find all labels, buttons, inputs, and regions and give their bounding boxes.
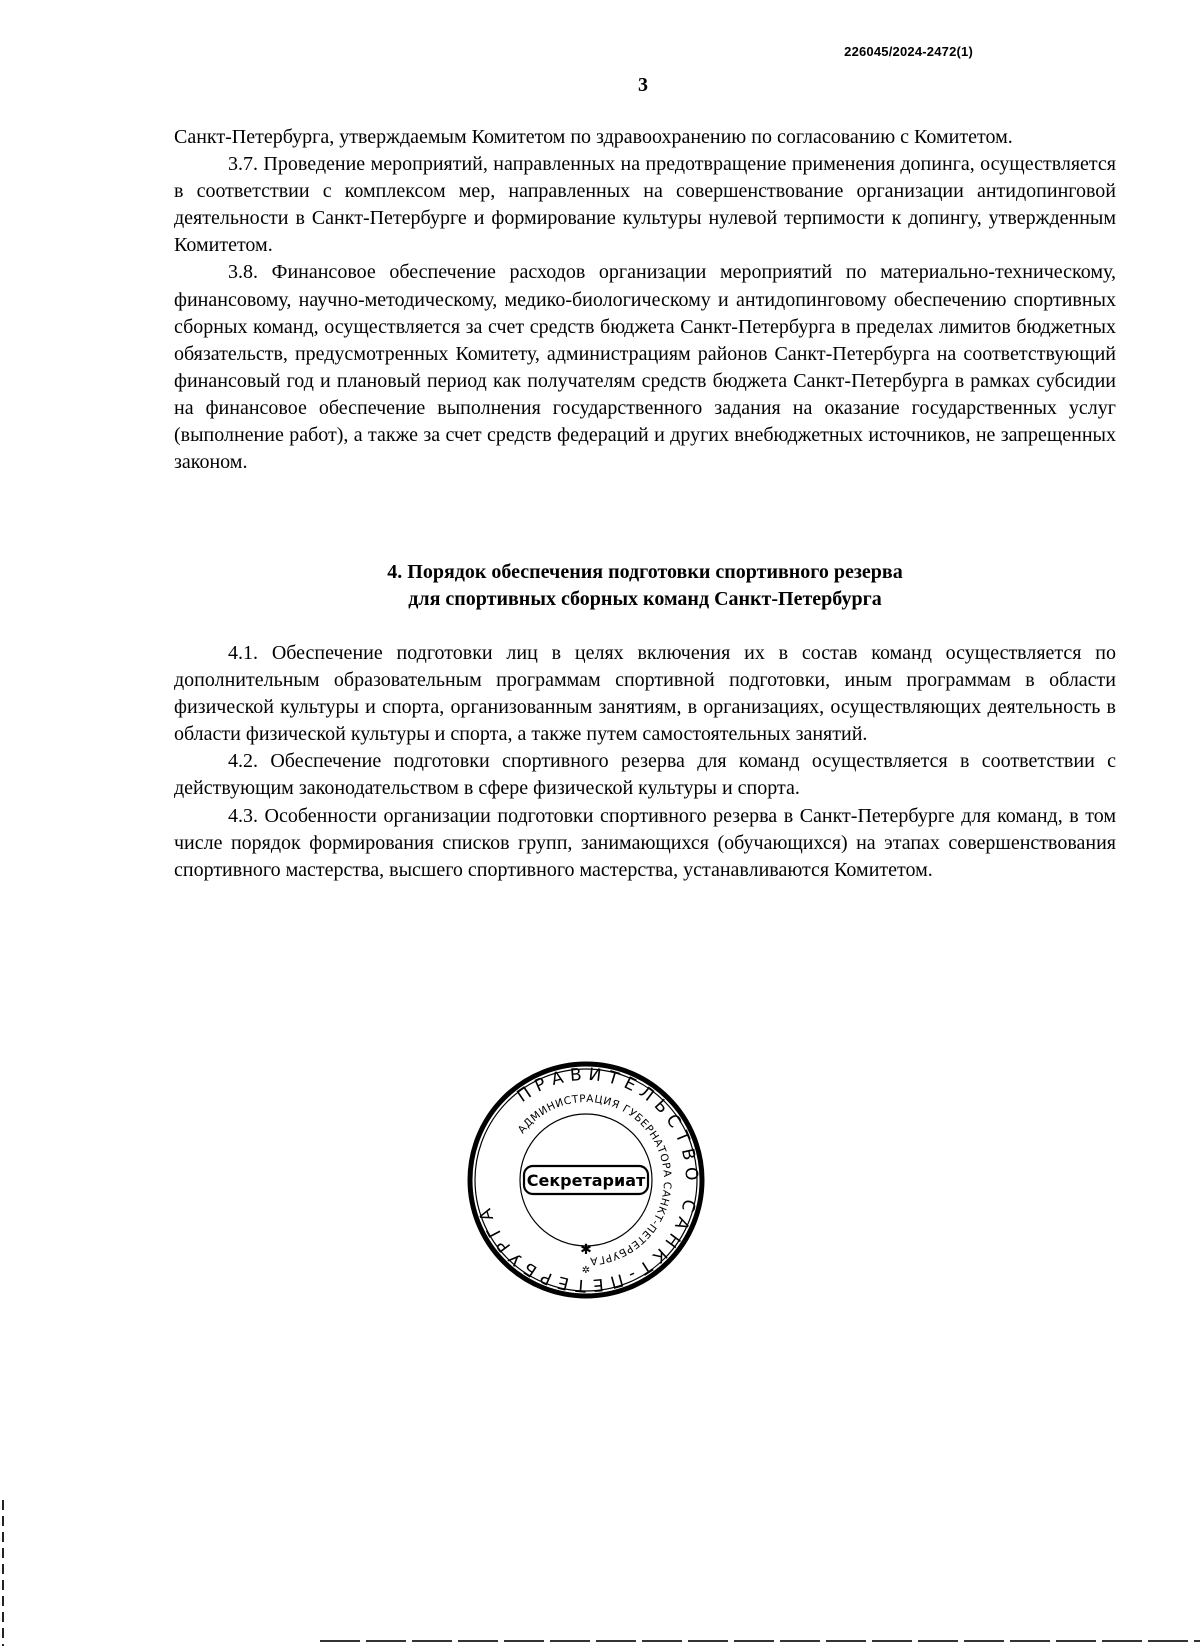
paragraph-3-7: 3.7. Проведение мероприятий, направленных на предотвращение применения допинга, осуществляется в соответствии с комплексом мер, направленных на совершенствование организации антидопинговой деятельности в Санкт-Петербурге и формирование культуры нулевой терпимости к допингу, утвержденным Комитетом. xyxy=(174,153,1116,257)
seal-outer-text-path: ПРАВИТЕЛЬСТВО САНКТ-ПЕТЕРБУРГА xyxy=(473,1064,702,1296)
scan-bottom-mark xyxy=(320,1640,1200,1642)
paragraph-4-1: 4.1. Обеспечение подготовки лиц в целях включения их в состав команд осуществляется по дополнительным образовательным программам спортивной подготовки, иным программам в области физической культуры и спорта, организованным занятиям, в организациях, осуществляющих деятельность в области физической культуры и спорта, а также путем самостоятельных занятий. xyxy=(174,642,1116,746)
seal-small-star-icon: ✲ xyxy=(581,1265,591,1276)
paragraph-4-2: 4.2. Обеспечение подготовки спортивного резерва для команд осуществляется в соответствии с действующим законодательством в сфере физической культуры и спорта. xyxy=(174,750,1116,800)
document-number: 226045/2024-2472(1) xyxy=(844,44,973,59)
official-seal xyxy=(466,1060,706,1300)
paragraph-4-3: 4.3. Особенности организации подготовки спортивного резерва в Санкт-Петербурге для команд, в том числе порядок формирования списков групп, занимающихся (обучающихся) на этапах совершенствования спортивного мастерства, высшего спортивного мастерства, устанавливаются Комитетом. xyxy=(174,804,1116,881)
paragraph-3-8: 3.8. Финансовое обеспечение расходов организации мероприятий по материально-техническому, финансовому, научно-методическому, медико-биологическому и антидопинговому обеспечению спортивных сборных команд, осуществляется за счет средств бюджета Санкт-Петербурга в пределах лимитов бюджетных обязательств, предусмотренных Комитету, администрациям районов Санкт-Петербурга на соответствующий финансовый год и плановый период как получателям средств бюджета Санкт-Петербурга в рамках субсидии на финансовое обеспечение выполнения государственного задания на оказание государственных услуг (выполнение работ), а также за счет средств федераций и других внебюджетных источников, не запрещенных законом. xyxy=(174,261,1116,474)
section-4-body xyxy=(174,640,1116,884)
seal-inner-text-path: АДМИНИСТРАЦИЯ ГУБЕРНАТОРА САНКТ-ПЕТЕРБУРГА xyxy=(515,1092,674,1267)
page-number: 3 xyxy=(638,74,648,96)
section-4-heading xyxy=(174,559,1116,613)
scan-edge-mark xyxy=(2,1500,4,1646)
section-4-heading-line-2: для спортивных сборных команд Санкт-Петербурга xyxy=(408,588,882,610)
section-4-heading-line-1: 4. Порядок обеспечения подготовки спортивного резерва xyxy=(387,561,903,583)
seal-star-icon: ✱ xyxy=(580,1242,592,1258)
seal-center-text: Секретариат xyxy=(526,1171,646,1190)
section-3-body xyxy=(174,124,1116,476)
paragraph-continuation: Санкт-Петербурга, утверждаемым Комитетом по здравоохранению по согласованию с Комитетом. xyxy=(174,126,1013,148)
